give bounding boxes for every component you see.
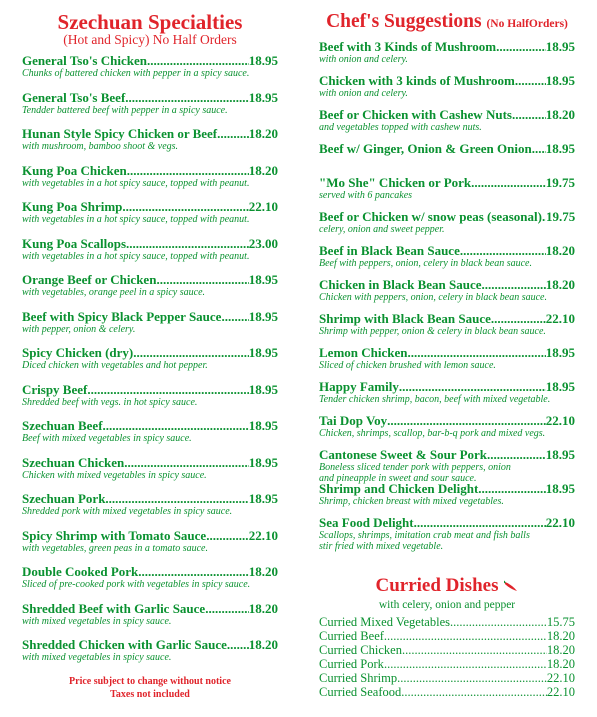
menu-item-price: 18.20: [545, 243, 575, 258]
dot-leader: [206, 528, 249, 543]
menu-item-name: Cantonese Sweet & Sour Pork: [319, 447, 488, 462]
menu-item: [319, 243, 575, 277]
menu-item-header: [319, 515, 575, 530]
dot-leader: [496, 39, 546, 54]
menu-item-price: 18.95: [545, 345, 575, 360]
menu-item-price: 18.20: [546, 642, 575, 657]
menu-item-description: with mixed vegetables in spicy sauce.: [22, 652, 172, 663]
menu-item-header: [22, 236, 278, 251]
dot-leader: [127, 163, 249, 178]
menu-item-price: 18.20: [248, 162, 278, 178]
menu-item: [319, 141, 575, 175]
dot-leader: [217, 126, 249, 141]
menu-item-header: [319, 413, 575, 428]
dot-leader: [460, 243, 546, 258]
menu-item: [22, 418, 278, 455]
menu-item-price: 18.95: [545, 39, 575, 54]
menu-item-name: Happy Family: [319, 379, 399, 394]
menu-item-header: [319, 345, 575, 360]
dot-leader: [124, 455, 249, 470]
dot-leader: [105, 491, 248, 506]
szechuan-specialties-section: [22, 0, 278, 700]
menu-item-header: [22, 272, 278, 287]
menu-item-name: Chicken with 3 kinds of Mushroom: [319, 73, 515, 88]
menu-item-description: and pineapple in sweet and sour sauce.: [319, 473, 477, 484]
dot-leader: [133, 345, 249, 360]
menu-item-description: with vegetables in a hot spicy sauce, topped with peanut.: [22, 250, 250, 262]
menu-item-price: 22.10: [248, 199, 278, 214]
menu-item-header: [22, 564, 278, 579]
menu-item-name: Curried Beef: [319, 628, 384, 643]
menu-item-price: 18.95: [248, 418, 278, 433]
price-notice: Price subject to change without notice: [69, 675, 231, 687]
menu-item: [319, 311, 575, 345]
menu-item-description: Shredded beef with vegs. in hot spicy sauce.: [22, 396, 198, 408]
menu-item-header: [22, 53, 278, 68]
dot-leader: [532, 141, 546, 156]
menu-item-header: [319, 277, 575, 292]
menu-item-description: with vegetables in a hot spicy sauce, topped with peanut.: [22, 214, 250, 225]
menu-item: [319, 447, 575, 484]
menu-item-list: [22, 53, 278, 674]
dot-leader: [87, 382, 248, 397]
menu-item-name: Curried Seafood: [319, 684, 402, 699]
menu-item: [22, 53, 278, 90]
menu-item: [22, 491, 278, 528]
menu-item-description: and vegetables topped with cashew nuts.: [319, 122, 482, 133]
dot-leader: [399, 379, 546, 394]
menu-item-name: Kung Poa Chicken: [22, 162, 127, 178]
menu-item-price: 18.20: [248, 600, 278, 616]
dot-leader: [122, 199, 248, 214]
menu-item-description: Shrimp, chicken breast with mixed vegetables.: [319, 496, 504, 507]
dot-leader: [156, 272, 248, 287]
dot-leader: [402, 643, 547, 657]
menu-item-header: [319, 243, 575, 258]
menu-item-name: Beef with Spicy Black Pepper Sauce: [22, 308, 222, 324]
menu-item-description: stir fried with mixed vegetable.: [319, 541, 444, 552]
menu-item-header: [22, 637, 278, 652]
menu-item: [22, 637, 278, 674]
menu-item: [22, 601, 278, 638]
menu-item-price: 19.75: [545, 175, 575, 190]
dot-leader: [478, 481, 545, 496]
curry-item: [319, 643, 575, 657]
menu-item-name: Beef with 3 Kinds of Mushroom: [319, 39, 497, 54]
menu-item-description: Chicken with peppers, onion, celery in black bean sauce.: [319, 292, 547, 303]
menu-item-header: [22, 491, 278, 506]
menu-item-description: served with 6 pancakes: [319, 190, 413, 201]
menu-item: [319, 107, 575, 141]
dot-leader: [487, 447, 546, 462]
menu-item: [319, 481, 575, 515]
menu-item-price: 23.00: [248, 235, 278, 251]
menu-item-description: Scallops, shrimps, imitation crab meat and fish balls: [319, 530, 530, 541]
menu-item: [22, 163, 278, 200]
dot-leader: [471, 175, 546, 190]
menu-item: [22, 309, 278, 346]
menu-item: [319, 39, 575, 73]
menu-item-name: Orange Beef or Chicken: [22, 272, 157, 287]
menu-item: [22, 345, 278, 382]
menu-item-header: [22, 418, 278, 433]
menu-item-price: 18.95: [248, 345, 278, 360]
section-title-text: Curried Dishes: [375, 575, 499, 596]
menu-item-name: General Tso's Beef: [22, 89, 126, 105]
dot-leader: [397, 671, 547, 685]
menu-item-price: 18.95: [248, 491, 278, 506]
dot-leader: [147, 53, 249, 68]
menu-item-price: 18.20: [248, 126, 278, 141]
menu-item: [22, 272, 278, 309]
section-title: Szechuan Specialties: [57, 10, 243, 34]
menu-item: [22, 382, 278, 419]
menu-item-name: Beef or Chicken w/ snow peas (seasonal): [319, 209, 542, 224]
curry-item: [319, 685, 575, 699]
dot-leader: [401, 685, 547, 699]
menu-item-name: Curried Shrimp: [319, 670, 398, 685]
menu-item-name: Curried Pork: [319, 656, 384, 671]
dot-leader: [387, 413, 546, 428]
dot-leader: [450, 615, 547, 629]
menu-item-price: 18.95: [248, 272, 278, 287]
menu-item-description: with mushroom, bamboo shoot & vegs.: [22, 141, 179, 152]
menu-item-header: [319, 141, 575, 156]
dot-leader: [512, 107, 546, 122]
menu-item-name: Chicken in Black Bean Sauce: [319, 277, 482, 292]
menu-item-name: Curried Mixed Vegetables: [319, 614, 450, 629]
dot-leader: [491, 311, 546, 326]
menu-item-price: 22.10: [546, 684, 575, 699]
menu-item: [22, 455, 278, 492]
menu-item-name: Shredded Beef with Garlic Sauce: [22, 600, 206, 616]
curry-item: [319, 615, 575, 629]
menu-item-price: 22.10: [545, 311, 575, 326]
menu-item-name: Szechuan Beef: [22, 418, 103, 433]
menu-item-header: [22, 163, 278, 178]
menu-item-list: [319, 615, 575, 699]
menu-item-price: 18.95: [248, 53, 278, 68]
menu-item-header: [22, 199, 278, 214]
dot-leader: [221, 309, 248, 324]
menu-item-price: 18.20: [546, 656, 575, 671]
menu-item-name: Beef or Chicken with Cashew Nuts: [319, 107, 512, 122]
menu-item-header: [22, 126, 278, 141]
menu-item-description: Beef with mixed vegetables in spicy sauce.: [22, 433, 192, 444]
dot-leader: [126, 236, 249, 251]
menu-item-name: Shrimp and Chicken Delight: [319, 481, 479, 496]
menu-item-name: Shredded Chicken with Garlic Sauce: [22, 637, 227, 652]
menu-item-name: Szechuan Chicken: [22, 454, 125, 470]
menu-item-header: [319, 481, 575, 496]
menu-item-description: Chicken, shrimps, scallop, bar-b-q pork and mixed vegs.: [319, 428, 546, 439]
menu-item-header: [319, 447, 575, 462]
menu-item-header: [319, 175, 575, 190]
menu-item-description: with onion and celery.: [319, 54, 408, 65]
curry-item: [319, 671, 575, 685]
menu-item-price: 18.95: [545, 481, 575, 496]
menu-item-price: 18.20: [545, 107, 575, 122]
menu-item-price: 18.95: [545, 379, 575, 394]
menu-item-header: [319, 39, 575, 54]
menu-item-price: 18.95: [545, 73, 575, 88]
section-title: [319, 11, 575, 35]
menu-item-description: Boneless sliced tender pork with peppers, onion: [319, 462, 511, 473]
dot-leader: [515, 73, 546, 88]
menu-item: [22, 126, 278, 163]
menu-item-price: 18.95: [248, 308, 278, 324]
menu-item-name: Kung Poa Scallops: [22, 235, 127, 251]
menu-item-description: with vegetables, green peas in a tomato sauce.: [22, 542, 208, 554]
menu-item-name: Crispy Beef: [22, 381, 88, 397]
dot-leader: [125, 90, 248, 105]
menu-item-name: Spicy Chicken (dry): [22, 345, 134, 360]
menu-item-description: Shredded pork with mixed vegetables in spicy sauce.: [22, 506, 233, 517]
dot-leader: [103, 418, 249, 433]
menu-item: [319, 515, 575, 552]
menu-item-header: [319, 107, 575, 122]
menu-item-name: Beef in Black Bean Sauce: [319, 243, 460, 258]
menu-item-name: Shrimp with Black Bean Sauce: [319, 311, 491, 326]
dot-leader: [205, 601, 249, 616]
menu-item-header: [319, 73, 575, 88]
section-title-text: Chef's Suggestions: [326, 11, 482, 32]
menu-item-description: Diced chicken with vegetables and hot pepper.: [22, 360, 208, 371]
menu-item-description: with vegetables, orange peel in a spicy sauce.: [22, 287, 206, 298]
menu-item-price: 18.20: [545, 277, 575, 292]
menu-item: [319, 379, 575, 413]
menu-item: [319, 73, 575, 107]
dot-leader: [384, 629, 547, 643]
section-title-note: (No HalfOrders): [486, 18, 568, 30]
menu-item-price: 18.95: [248, 454, 278, 470]
menu-item: [22, 528, 278, 565]
dot-leader: [414, 515, 546, 530]
menu-item-name: Kung Poa Shrimp: [22, 199, 123, 214]
menu-item-header: [22, 455, 278, 470]
curried-dishes-section: [319, 575, 575, 699]
menu-item-name: Lemon Chicken: [319, 345, 408, 360]
menu-item-price: 19.75: [545, 209, 576, 224]
dot-leader: [384, 657, 547, 671]
menu-item-price: 18.95: [248, 381, 278, 397]
menu-item-price: 22.10: [248, 527, 278, 543]
menu-item-name: General Tso's Chicken: [22, 53, 147, 68]
menu-item-description: Chunks of battered chicken with pepper in a spicy sauce.: [22, 68, 250, 79]
menu-item-name: Hunan Style Spicy Chicken or Beef: [22, 126, 218, 141]
menu-item-description: celery, onion and sweet pepper.: [319, 224, 445, 235]
menu-item-name: Sea Food Delight: [319, 515, 414, 530]
curry-item: [319, 629, 575, 643]
menu-item: [319, 175, 575, 209]
menu-item-list: [319, 39, 576, 552]
menu-item-header: [319, 311, 575, 326]
menu-item-price: 18.20: [248, 637, 278, 652]
menu-item-header: [22, 382, 278, 397]
curry-item: [319, 657, 575, 671]
menu-item-price: 18.95: [545, 141, 575, 156]
menu-item-description: with vegetables in a hot spicy sauce, topped with peanut.: [22, 177, 250, 189]
menu-item: [22, 564, 278, 601]
menu-item: [319, 413, 575, 447]
menu-item: [22, 199, 278, 236]
menu-item-price: 18.20: [546, 628, 575, 643]
section-subtitle: (Hot and Spicy) No Half Orders: [63, 32, 237, 47]
menu-item-description: Sliced of chicken brushed with lemon sauce.: [319, 360, 496, 371]
menu-item-name: Spicy Shrimp with Tomato Sauce: [22, 527, 207, 543]
section-subtitle: with celery, onion and pepper: [378, 598, 516, 611]
menu-item-name: Szechuan Pork: [22, 491, 106, 506]
menu-item-price: 22.10: [545, 515, 575, 530]
menu-item-header: [319, 209, 575, 224]
menu-item-header: [22, 601, 278, 616]
menu-item-name: Tai Dop Voy: [319, 413, 388, 428]
menu-item-description: Beef with peppers, onion, celery in black bean sauce.: [319, 258, 532, 269]
menu-item-header: [22, 345, 278, 360]
menu-item-price: 18.95: [545, 447, 575, 462]
menu-item: [319, 209, 575, 243]
menu-item: [319, 277, 575, 311]
menu-item-description: with pepper, onion & celery.: [22, 323, 136, 335]
dot-leader: [482, 277, 546, 292]
chili-pepper-icon: [504, 576, 518, 598]
menu-item-name: Beef w/ Ginger, Onion & Green Onion: [319, 141, 532, 156]
menu-item-header: [22, 90, 278, 105]
menu-item-price: 22.10: [545, 413, 575, 428]
menu-item: [22, 90, 278, 127]
menu-item-description: Chicken with mixed vegetables in spicy sauce.: [22, 469, 207, 481]
dot-leader: [138, 564, 248, 579]
menu-item-price: 22.10: [546, 670, 575, 685]
menu-item-header: [22, 309, 278, 324]
section-title: [319, 575, 575, 598]
menu-item-header: [22, 528, 278, 543]
dot-leader: [227, 637, 249, 652]
menu-item: [319, 345, 575, 379]
dot-leader: [407, 345, 545, 360]
menu-item-header: [319, 379, 575, 394]
menu-item-description: Sliced of pre-cooked pork with vegetables in spicy sauce.: [22, 579, 251, 590]
menu-item-price: 15.75: [546, 614, 575, 629]
chefs-suggestions-section: [319, 0, 576, 552]
tax-notice: Taxes not included: [110, 688, 190, 700]
menu-item-description: Tender chicken shrimp, bacon, beef with mixed vegetable.: [319, 394, 551, 405]
menu-item-price: 18.20: [248, 564, 278, 579]
menu-item: [22, 236, 278, 273]
menu-item-description: with onion and celery.: [319, 88, 408, 99]
menu-item-description: with mixed vegetables in spicy sauce.: [22, 615, 172, 627]
menu-item-name: Curried Chicken: [319, 642, 402, 657]
menu-item-description: Tendder battered beef with pepper in a spicy sauce.: [22, 104, 228, 116]
menu-item-price: 18.95: [248, 89, 278, 105]
menu-item-name: Double Cooked Pork: [22, 564, 139, 579]
menu-item-name: "Mo She" Chicken or Pork: [319, 175, 472, 190]
menu-item-description: Shrimp with pepper, onion & celery in black bean sauce.: [319, 326, 546, 337]
